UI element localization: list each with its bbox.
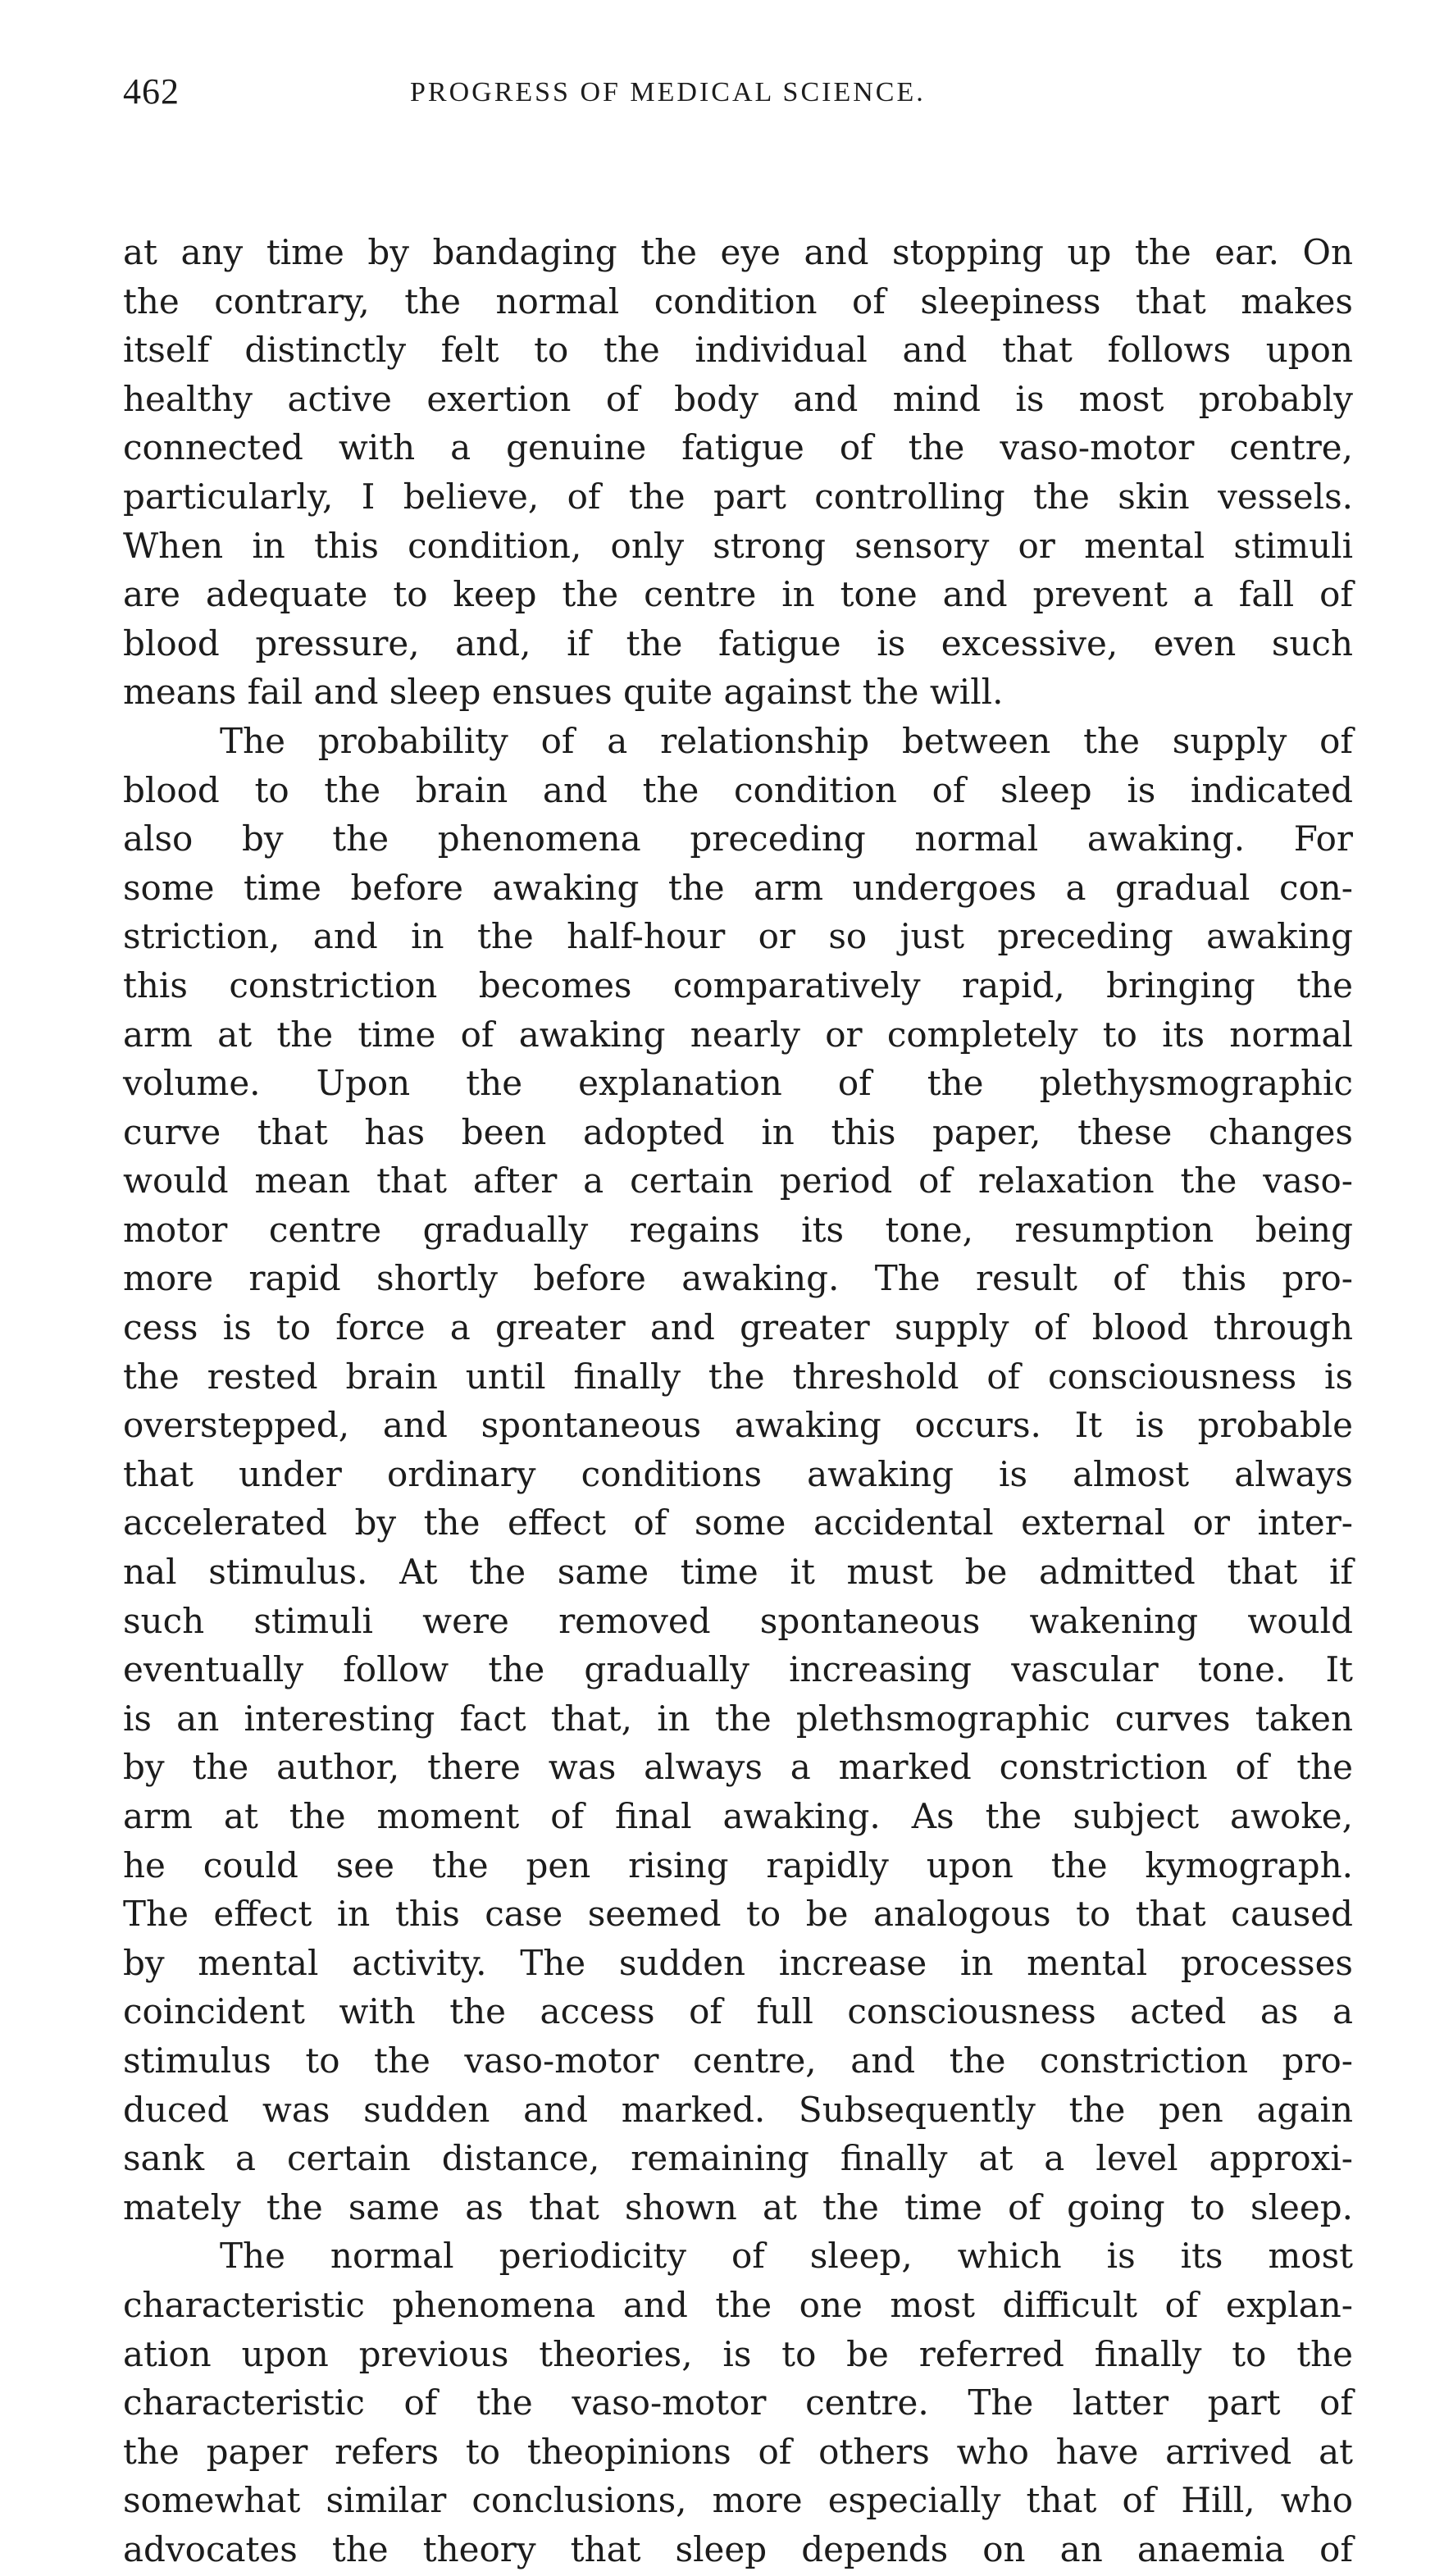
text-line: blood to the brain and the condition of sleep is indicated bbox=[123, 769, 1353, 810]
page-number: 462 bbox=[123, 71, 180, 112]
text-line: the contrary, the normal condition of sleepiness that makes bbox=[123, 280, 1353, 321]
text-line: would mean that after a certain period of relaxation the vaso- bbox=[123, 1160, 1353, 1201]
text-line: are adequate to keep the centre in tone and prevent a fall of bbox=[123, 574, 1353, 615]
running-head bbox=[123, 71, 1353, 136]
text-line: advocates the theory that sleep depends on an anaemia of bbox=[123, 2528, 1353, 2569]
text-line: also by the phenomena preceding normal awaking. For bbox=[123, 818, 1353, 859]
text-line: connected with a genuine fatigue of the vaso-motor centre, bbox=[123, 427, 1353, 468]
text-line: means fail and sleep ensues quite against the will. bbox=[123, 672, 1004, 713]
body-text bbox=[123, 228, 1353, 2574]
text-line: duced was sudden and marked. Subsequently the pen again bbox=[123, 2089, 1353, 2130]
text-line: that under ordinary conditions awaking is almost always bbox=[123, 1453, 1353, 1494]
text-line: ation upon previous theories, is to be referred finally to the bbox=[123, 2333, 1353, 2374]
text-line: more rapid shortly before awaking. The result of this pro- bbox=[123, 1258, 1353, 1299]
book-page bbox=[123, 71, 1353, 2574]
text-line: motor centre gradually regains its tone, resumption being bbox=[123, 1209, 1353, 1250]
paragraph-3 bbox=[123, 2232, 1353, 2574]
text-line: cess is to force a greater and greater supply of blood through bbox=[123, 1307, 1353, 1348]
text-line: eventually follow the gradually increasing vascular tone. It bbox=[123, 1649, 1353, 1690]
text-line: the paper refers to theopinions of others who have arrived at bbox=[123, 2431, 1353, 2472]
text-line: he could see the pen rising rapidly upon the kymograph. bbox=[123, 1844, 1353, 1885]
text-line: overstepped, and spontaneous awaking occurs. It is probable bbox=[123, 1405, 1353, 1446]
text-line: by the author, there was always a marked constriction of the bbox=[123, 1747, 1353, 1788]
text-line: striction, and in the half-hour or so just preceding awaking bbox=[123, 916, 1353, 957]
text-line: coincident with the access of full consciousness acted as a bbox=[123, 1991, 1353, 2032]
text-line: accelerated by the effect of some accidental external or inter- bbox=[123, 1502, 1353, 1543]
text-line: the rested brain until finally the threshold of consciousness is bbox=[123, 1356, 1353, 1397]
text-line: The probability of a relationship between the supply of bbox=[220, 720, 1353, 761]
text-line: mately the same as that shown at the time of going to sleep. bbox=[123, 2186, 1353, 2227]
text-line: The normal periodicity of sleep, which is its most bbox=[220, 2236, 1353, 2277]
text-line: this constriction becomes comparatively rapid, bringing the bbox=[123, 964, 1353, 1005]
text-line: volume. Upon the explanation of the plethysmographic bbox=[123, 1063, 1353, 1104]
text-line: particularly, I believe, of the part controlling the skin vessels. bbox=[123, 476, 1353, 517]
text-line: healthy active exertion of body and mind is most probably bbox=[123, 378, 1353, 419]
text-line: arm at the moment of final awaking. As the subject awoke, bbox=[123, 1796, 1353, 1836]
text-line: curve that has been adopted in this paper, these changes bbox=[123, 1111, 1353, 1152]
text-line: by mental activity. The sudden increase in mental processes bbox=[123, 1942, 1353, 1983]
text-line: sank a certain distance, remaining finally at a level approxi- bbox=[123, 2138, 1353, 2179]
text-line: somewhat similar conclusions, more especially that of Hill, who bbox=[123, 2480, 1353, 2521]
text-line: nal stimulus. At the same time it must be admitted that if bbox=[123, 1552, 1353, 1593]
paragraph-1 bbox=[123, 228, 1353, 717]
text-line: blood pressure, and, if the fatigue is excessive, even such bbox=[123, 622, 1353, 663]
running-title: PROGRESS OF MEDICAL SCIENCE. bbox=[410, 77, 926, 107]
text-line: characteristic of the vaso-motor centre. The latter part of bbox=[123, 2382, 1353, 2423]
text-line: at any time by bandaging the eye and stopping up the ear. On bbox=[123, 232, 1353, 272]
text-line: itself distinctly felt to the individual and that follows upon bbox=[123, 330, 1353, 371]
text-line: arm at the time of awaking nearly or completely to its normal bbox=[123, 1014, 1353, 1055]
text-line: The effect in this case seemed to be analogous to that caused bbox=[123, 1894, 1353, 1935]
text-line: stimulus to the vaso-motor centre, and the constriction pro- bbox=[123, 2040, 1353, 2081]
paragraph-2 bbox=[123, 717, 1353, 2232]
text-line: such stimuli were removed spontaneous wakening would bbox=[123, 1600, 1353, 1641]
text-line: characteristic phenomena and the one most difficult of explan- bbox=[123, 2284, 1353, 2325]
text-line: When in this condition, only strong sensory or mental stimuli bbox=[123, 525, 1353, 566]
text-line: is an interesting fact that, in the plethsmographic curves taken bbox=[123, 1698, 1353, 1739]
text-line: some time before awaking the arm undergoes a gradual con- bbox=[123, 867, 1353, 908]
